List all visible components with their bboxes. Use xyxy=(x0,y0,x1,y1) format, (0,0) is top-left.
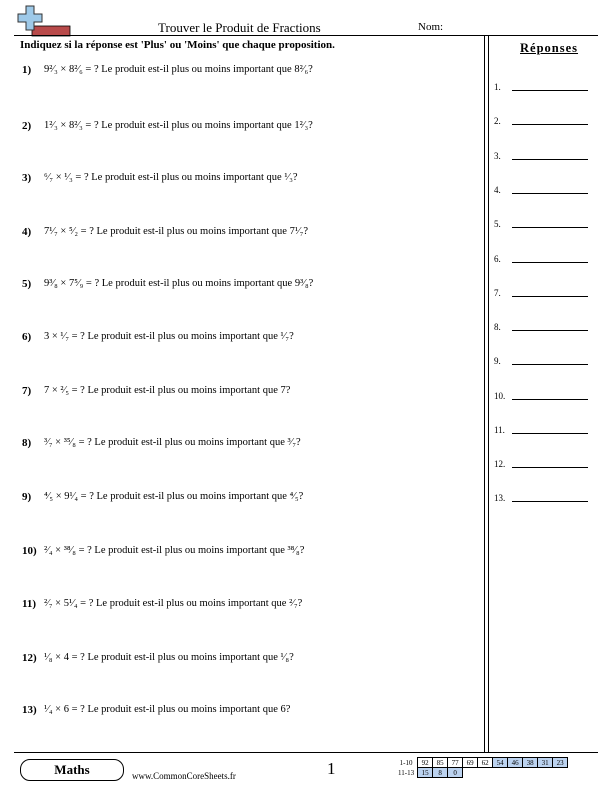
name-label: Nom: xyxy=(418,21,444,33)
answer-label: 8. xyxy=(494,322,501,332)
problem-expression: ³⁄₇ × ³⁵⁄₈ = ? Le produit est-il plus ou moins important que ³⁄₇? xyxy=(44,437,301,448)
problem-expression: 7¹⁄₇ × ⁵⁄₂ = ? Le produit est-il plus ou moins important que 7¹⁄₇? xyxy=(44,226,309,237)
problem-number: 4) xyxy=(22,226,32,238)
score-row-label: 1-10 xyxy=(399,758,413,767)
answer-label: 9. xyxy=(494,356,501,366)
problem-item xyxy=(22,331,477,361)
score-cell: 15 xyxy=(418,768,433,778)
problem-item xyxy=(22,491,477,521)
problem-expression: 1²⁄₃ × 8²⁄₃ = ? Le produit est-il plus ou moins important que 1²⁄₃? xyxy=(44,120,313,131)
answer-blank[interactable] xyxy=(512,227,588,228)
score-cell: 54 xyxy=(493,758,508,768)
problem-number: 11) xyxy=(22,598,37,610)
problem-number: 2) xyxy=(22,120,32,132)
problem-number: 12) xyxy=(22,652,37,664)
problem-number: 3) xyxy=(22,172,32,184)
header-divider xyxy=(14,35,598,36)
score-cell: 92 xyxy=(418,758,433,768)
score-cell: 23 xyxy=(553,758,568,768)
answer-blank[interactable] xyxy=(512,262,588,263)
score-cell: 69 xyxy=(463,758,478,768)
answer-line[interactable] xyxy=(494,185,594,199)
answer-line[interactable] xyxy=(494,254,594,268)
answer-line[interactable] xyxy=(494,493,594,507)
score-cell: 8 xyxy=(433,768,448,778)
answer-label: 11. xyxy=(494,425,505,435)
empty-cell xyxy=(463,768,478,778)
score-row xyxy=(396,768,568,778)
answer-label: 13. xyxy=(494,493,506,503)
problem-item xyxy=(22,598,477,628)
problem-number: 6) xyxy=(22,331,32,343)
problem-item xyxy=(22,704,477,734)
answer-label: 7. xyxy=(494,288,501,298)
answer-blank[interactable] xyxy=(512,501,588,502)
problem-expression: ⁴⁄₅ × 9¹⁄₄ = ? Le produit est-il plus ou moins important que ⁴⁄₅? xyxy=(44,491,304,502)
problem-item xyxy=(22,385,477,415)
empty-cell xyxy=(508,768,523,778)
answer-label: 2. xyxy=(494,116,501,126)
answer-column-divider-inner xyxy=(488,36,489,752)
instructions: Indiquez si la réponse est 'Plus' ou 'Moins' que chaque proposition. xyxy=(20,39,335,51)
answer-line[interactable] xyxy=(494,391,594,405)
answer-blank[interactable] xyxy=(512,399,588,400)
problem-number: 10) xyxy=(22,545,37,557)
answer-line[interactable] xyxy=(494,288,594,302)
answer-line[interactable] xyxy=(494,425,594,439)
answers-heading: Réponses xyxy=(520,41,579,55)
answer-label: 10. xyxy=(494,391,506,401)
problem-expression: ⁶⁄₇ × ¹⁄₃ = ? Le produit est-il plus ou moins important que ¹⁄₃? xyxy=(44,172,298,183)
score-table xyxy=(396,757,568,778)
score-cell: 85 xyxy=(433,758,448,768)
problem-number: 7) xyxy=(22,385,32,397)
answer-blank[interactable] xyxy=(512,124,588,125)
problem-item xyxy=(22,437,477,467)
answer-label: 1. xyxy=(494,82,501,92)
problem-number: 5) xyxy=(22,278,32,290)
score-cell: 31 xyxy=(538,758,553,768)
answer-blank[interactable] xyxy=(512,433,588,434)
answer-line[interactable] xyxy=(494,322,594,336)
answer-line[interactable] xyxy=(494,151,594,165)
brand-badge: Maths xyxy=(20,759,124,781)
plus-logo-icon xyxy=(14,4,74,38)
problem-expression: ²⁄₇ × 5¹⁄₄ = ? Le produit est-il plus ou moins important que ²⁄₇? xyxy=(44,598,303,609)
empty-cell xyxy=(538,768,553,778)
answer-line[interactable] xyxy=(494,116,594,130)
empty-cell xyxy=(553,768,568,778)
problem-item xyxy=(22,226,477,256)
score-cell: 38 xyxy=(523,758,538,768)
score-cell: 62 xyxy=(478,758,493,768)
answer-blank[interactable] xyxy=(512,364,588,365)
problem-number: 8) xyxy=(22,437,32,449)
footer-divider xyxy=(14,752,598,753)
answer-label: 12. xyxy=(494,459,506,469)
score-row-label: 11-13 xyxy=(398,768,415,777)
problem-expression: 9²⁄₃ × 8²⁄₆ = ? Le produit est-il plus ou moins important que 8²⁄₆? xyxy=(44,64,313,75)
score-row xyxy=(396,758,568,768)
answer-blank[interactable] xyxy=(512,296,588,297)
answer-line[interactable] xyxy=(494,82,594,96)
answer-blank[interactable] xyxy=(512,193,588,194)
problem-expression: 3 × ¹⁄₇ = ? Le produit est-il plus ou moins important que ¹⁄₇? xyxy=(44,331,294,342)
problem-item xyxy=(22,278,477,308)
problem-item xyxy=(22,652,477,682)
page-title: Trouver le Produit de Fractions xyxy=(158,20,321,35)
answer-label: 6. xyxy=(494,254,501,264)
answer-line[interactable] xyxy=(494,219,594,233)
answer-blank[interactable] xyxy=(512,330,588,331)
problem-expression: 7 × ²⁄₅ = ? Le produit est-il plus ou moins important que 7? xyxy=(44,385,291,396)
empty-cell xyxy=(478,768,493,778)
problem-number: 9) xyxy=(22,491,32,503)
answer-line[interactable] xyxy=(494,459,594,473)
problem-item xyxy=(22,545,477,575)
answer-line[interactable] xyxy=(494,356,594,370)
score-cell: 77 xyxy=(448,758,463,768)
answer-blank[interactable] xyxy=(512,159,588,160)
website-link[interactable]: www.CommonCoreSheets.fr xyxy=(132,771,236,781)
answer-label: 4. xyxy=(494,185,501,195)
page-number: 1 xyxy=(327,759,336,778)
score-cell: 0 xyxy=(448,768,463,778)
problem-number: 1) xyxy=(22,64,32,76)
problem-expression: ¹⁄₈ × 4 = ? Le produit est-il plus ou moins important que ¹⁄₈? xyxy=(44,652,294,663)
problem-expression: 9³⁄₈ × 7⁵⁄₉ = ? Le produit est-il plus ou moins important que 9³⁄₈? xyxy=(44,278,314,289)
problem-item xyxy=(22,64,477,94)
problem-expression: ²⁄₄ × ³⁸⁄₈ = ? Le produit est-il plus ou moins important que ³⁸⁄₈? xyxy=(44,545,305,556)
problem-expression: ¹⁄₄ × 6 = ? Le produit est-il plus ou moins important que 6? xyxy=(44,704,291,715)
answer-label: 5. xyxy=(494,219,501,229)
answer-column-divider xyxy=(484,36,485,752)
score-cell: 46 xyxy=(508,758,523,768)
problem-number: 13) xyxy=(22,704,37,716)
answer-label: 3. xyxy=(494,151,501,161)
empty-cell xyxy=(493,768,508,778)
empty-cell xyxy=(523,768,538,778)
answer-blank[interactable] xyxy=(512,467,588,468)
problem-item xyxy=(22,120,477,150)
problem-item xyxy=(22,172,477,202)
answer-blank[interactable] xyxy=(512,90,588,91)
